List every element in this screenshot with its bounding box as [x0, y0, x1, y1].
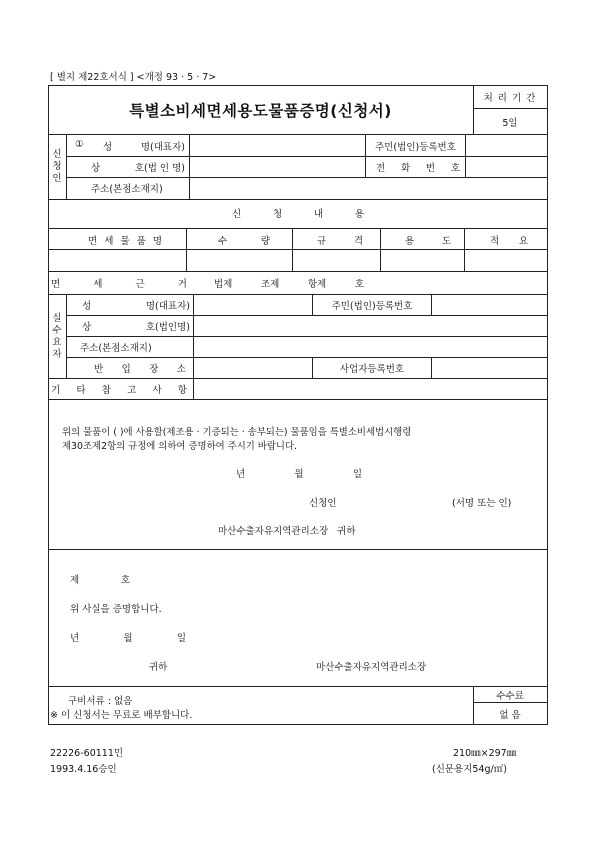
business-reg-no-label: 사업자등록번호	[339, 364, 405, 375]
other-notes-field[interactable]	[194, 379, 547, 399]
column-header-item-name: 면 세 물 품 명	[88, 235, 162, 247]
certification-date[interactable]: 년 월 일	[70, 633, 186, 644]
delivery-location-label: 반 입 장 소	[94, 364, 186, 375]
applicant-address-label: 주소(본점소재지)	[91, 184, 163, 195]
name-prefix-mark: ①	[75, 139, 84, 150]
applicant-company-field[interactable]	[190, 157, 365, 177]
statement-line-1: 위의 물품이 ( )에 사용할(제조용 · 기증되는 · 송부되는) 물품임을 특별소비세법시행령	[62, 427, 412, 438]
applicant-resident-no-field[interactable]	[466, 135, 547, 156]
certification-to: 귀하	[149, 662, 168, 673]
item-row-input[interactable]	[49, 250, 547, 271]
free-distribution-note: ※ 이 신청서는 무료로 배부합니다.	[50, 710, 193, 721]
paper-size: 210㎜×297㎜	[453, 748, 517, 759]
consumer-resident-no-label: 주민(법인)등록번호	[331, 301, 413, 312]
consumer-address-field[interactable]	[194, 337, 547, 357]
paper-spec: (신문용지54g/㎡)	[432, 764, 507, 775]
certification-text: 위 사실을 증명합니다.	[70, 604, 162, 615]
consumer-company-field[interactable]	[194, 316, 547, 336]
certification-issuer: 마산수출자유지역관리소장	[316, 662, 427, 673]
form-code: 22226-60111민	[50, 748, 124, 759]
processing-period-label: 처 리 기 간	[483, 93, 537, 104]
consumer-company-label: 상 호(법인명)	[82, 322, 190, 333]
column-header-remarks: 적 요	[490, 235, 528, 247]
application-date[interactable]: 년 월 일	[236, 469, 362, 480]
exemption-basis-text[interactable]: 법제 조제 항제 호	[214, 279, 364, 290]
form-title: 특별소비세면세용도물품증명(신청서)	[129, 101, 392, 120]
required-documents: 구비서류 : 없음	[68, 696, 133, 707]
form-number-header: [ 별지 제22호서식 ] <개정 93 · 5 · 7>	[50, 72, 217, 83]
delivery-location-field[interactable]	[194, 358, 312, 378]
column-header-specification: 규 격	[317, 235, 363, 247]
signature-or-seal[interactable]: (서명 또는 인)	[452, 498, 512, 509]
fee-value: 없 음	[499, 709, 521, 721]
column-header-quantity: 수 량	[218, 235, 270, 247]
consumer-address-label: 주소(본점소재지)	[80, 343, 152, 354]
statement-line-2: 제30조제2항의 규정에 의하여 증명하여 주시기 바랍니다.	[62, 441, 298, 452]
approval-date: 1993.4.16승인	[50, 764, 117, 775]
consumer-name-label: 성 명(대표자)	[82, 301, 190, 312]
other-notes-label: 기 타 참 고 사 항	[51, 385, 187, 396]
consumer-resident-no-field[interactable]	[432, 295, 547, 315]
fee-label: 수수료	[496, 690, 524, 702]
applicant-phone-field[interactable]	[466, 157, 547, 177]
applicant-name-field[interactable]	[190, 135, 365, 156]
column-header-usage: 용 도	[405, 235, 451, 247]
applicant-address-field[interactable]	[190, 178, 547, 199]
statement-addressee: 마산수출자유지역관리소장 귀하	[218, 526, 356, 537]
application-content-header: 신 청 내 용	[232, 209, 364, 220]
certificate-number[interactable]: 제 호	[70, 575, 130, 586]
consumer-section-label: 실 수 요 자	[52, 312, 62, 360]
applicant-company-label: 상 호(법 인 명)	[91, 163, 185, 174]
applicant-sign-label: 신청인	[309, 498, 337, 509]
applicant-resident-no-label: 주민(법인)등록번호	[375, 141, 456, 153]
processing-period-value: 5일	[502, 117, 518, 129]
applicant-name-label: 성 명(대표자)	[103, 142, 185, 153]
exemption-basis-label: 면 세 근 거	[51, 279, 187, 290]
applicant-section-label: 신 청 인	[52, 149, 62, 184]
applicant-phone-label: 전 화 번 호	[376, 163, 460, 174]
consumer-name-field[interactable]	[194, 295, 312, 315]
business-reg-no-field[interactable]	[432, 358, 547, 378]
